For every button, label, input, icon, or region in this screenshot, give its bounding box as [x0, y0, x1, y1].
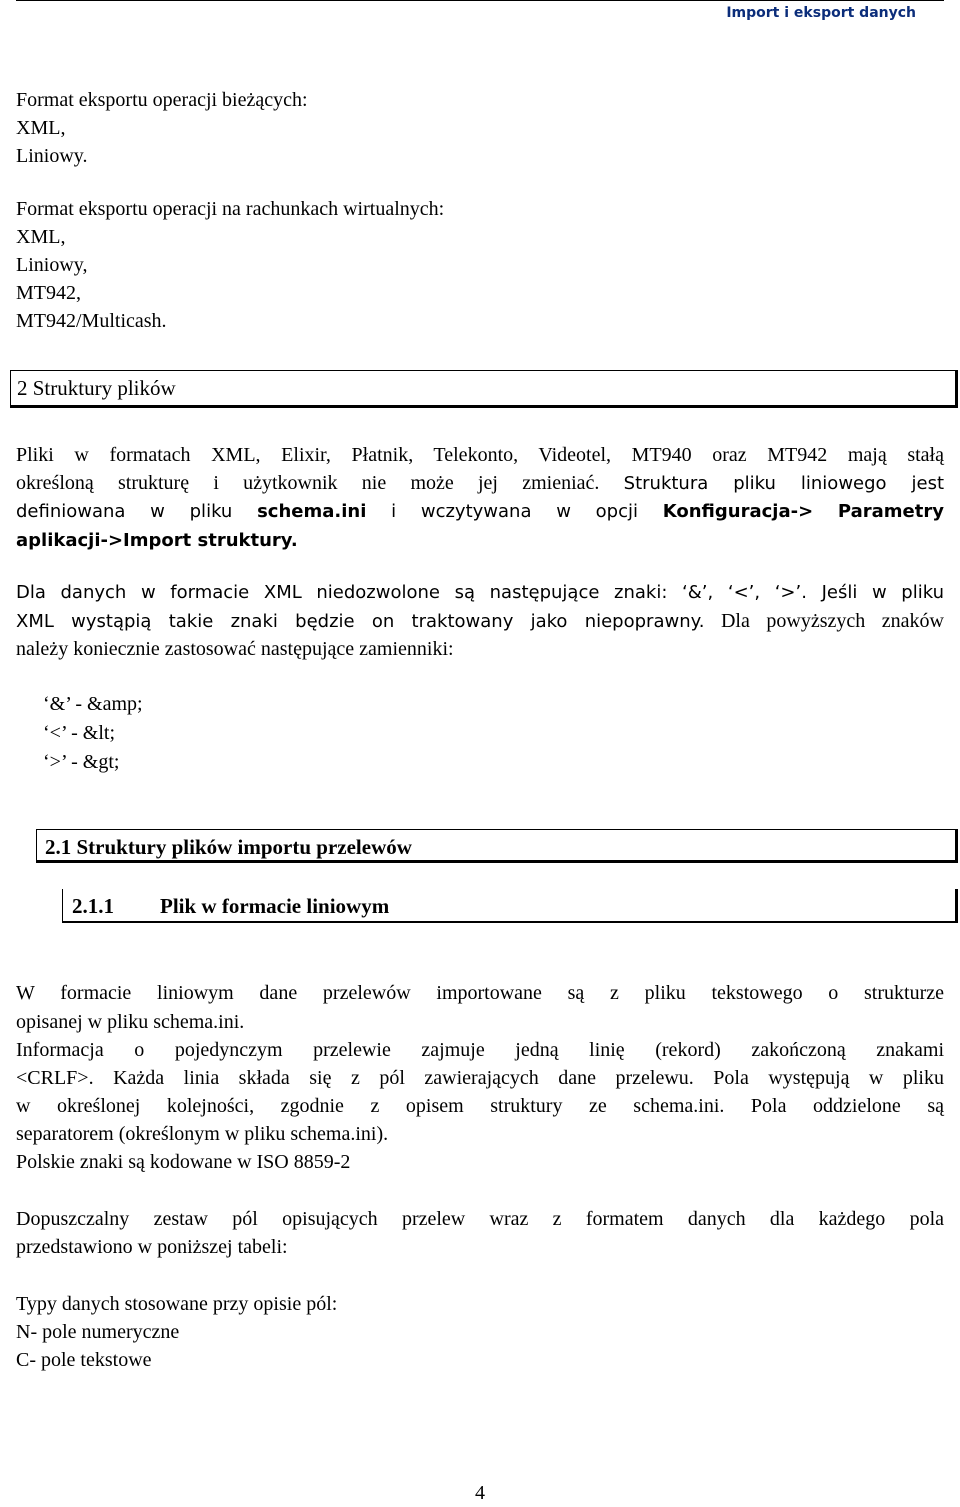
text-fragment: i wczytywana w opcji [391, 501, 638, 522]
replacement-item: ‘<’ - &lt; [43, 722, 116, 744]
header-rule [16, 0, 944, 1]
section-number: 2.1.1 [72, 894, 114, 918]
virtual-ops-item: XML, [16, 226, 66, 248]
virtual-ops-item: Liniowy, [16, 254, 88, 276]
paragraph-line [16, 607, 944, 636]
paragraph-line: <CRLF>. Każda linia składa się z pól zawierających dane przelewu. Pola występują w pliku [16, 1067, 944, 1089]
current-ops-title: Format eksportu operacji bieżących: [16, 89, 308, 111]
paragraph-line [16, 498, 944, 526]
text-fragment: Struktura pliku liniowego jest [623, 473, 945, 494]
virtual-ops-item: MT942/Multicash. [16, 310, 167, 332]
menu-path-import: aplikacji->Import struktury. [16, 530, 298, 551]
replacement-item: ‘&’ - &amp; [43, 693, 143, 715]
paragraph-line: opisanej w pliku schema.ini. [16, 1011, 245, 1033]
paragraph-line [16, 469, 944, 498]
menu-path-konfiguracja: Konfiguracja-> [662, 501, 814, 522]
text-fragment: Dla powyższych znaków [720, 610, 944, 632]
paragraph-line: Informacja o pojedynczym przelewie zajmuje jedną linię (rekord) zakończoną znakami [16, 1039, 944, 1061]
replacement-item: ‘>’ - &gt; [43, 751, 120, 773]
section-2-1-title: 2.1 Struktury plików importu przelewów [45, 835, 412, 859]
section-title: Plik w formacie liniowym [160, 894, 390, 918]
section-2-1-heading [36, 829, 958, 863]
filename-schema-ini: schema.ini [257, 501, 367, 522]
paragraph-line: w określonej kolejności, zgodnie z opisem struktury ze schema.ini. Pola oddzielone są [16, 1095, 944, 1117]
section-2-heading [10, 370, 958, 408]
page-number: 4 [475, 1482, 485, 1504]
paragraph-line: przedstawiono w poniższej tabeli: [16, 1236, 288, 1258]
paragraph-line: Dla danych w formacie XML niedozwolone są następujące znaki: ‘&’, ‘<’, ‘>’. Jeśli w pliku [16, 582, 944, 603]
paragraph-line: należy koniecznie zastosować następujące zamienniki: [16, 638, 454, 660]
paragraph-line: separatorem (określonym w pliku schema.ini). [16, 1123, 389, 1145]
text-fragment: definiowana w pliku [16, 501, 233, 522]
section-2-title: 2 Struktury plików [17, 376, 176, 400]
virtual-ops-title: Format eksportu operacji na rachunkach wirtualnych: [16, 198, 445, 220]
current-ops-item: Liniowy. [16, 145, 88, 167]
menu-path-parametry: Parametry [837, 501, 944, 522]
running-header: Import i eksport danych [726, 5, 916, 21]
data-types-title: Typy danych stosowane przy opisie pól: [16, 1293, 338, 1315]
data-type-item: C- pole tekstowe [16, 1349, 152, 1371]
data-type-item: N- pole numeryczne [16, 1321, 180, 1343]
paragraph-line: Pliki w formatach XML, Elixir, Płatnik, Telekonto, Videotel, MT940 oraz MT942 mają stałą [16, 444, 944, 466]
current-ops-item: XML, [16, 117, 66, 139]
paragraph-line: Dopuszczalny zestaw pól opisujących przelew wraz z formatem danych dla każdego pola [16, 1208, 944, 1230]
text-fragment: określoną strukturę i użytkownik nie może jej zmieniać. [16, 472, 600, 494]
paragraph-line: W formacie liniowym dane przelewów importowane są z pliku tekstowego o strukturze [16, 982, 944, 1004]
text-fragment: XML wystąpią takie znaki będzie on traktowany jako niepoprawny. [16, 611, 705, 632]
section-2-1-1-heading [62, 889, 958, 923]
virtual-ops-item: MT942, [16, 282, 81, 304]
encoding-note: Polskie znaki są kodowane w ISO 8859-2 [16, 1151, 351, 1173]
